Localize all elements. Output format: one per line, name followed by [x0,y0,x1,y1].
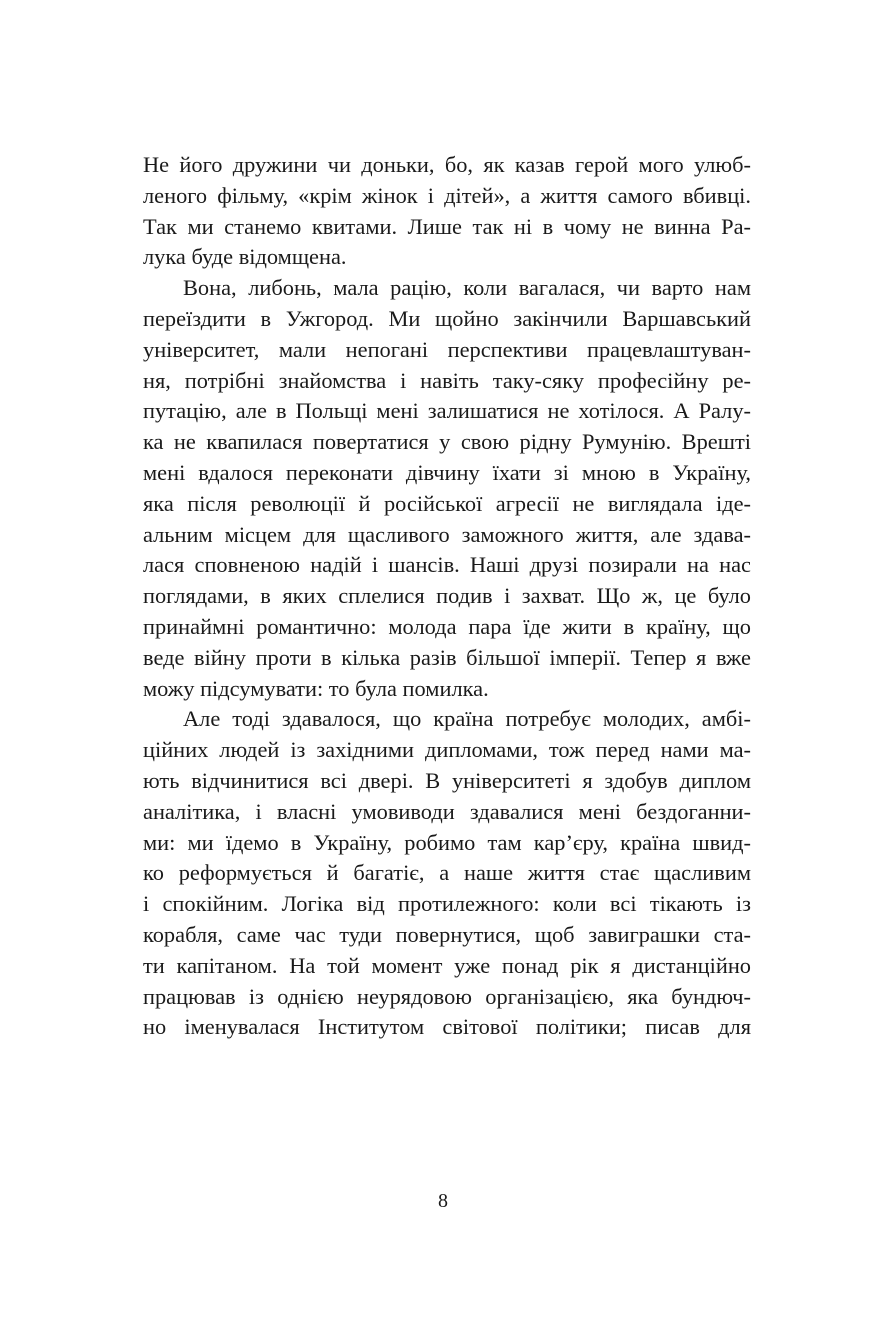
text-line: альним місцем для щасливого заможного життя, але здава- [143,521,751,547]
text-line: ми: ми їдемо в Україну, робимо там кар’єру, країна швид- [143,829,751,855]
text-line: ційних людей із західними дипломами, тож перед нами ма- [143,737,751,763]
text-line: ти капітаном. На той момент уже понад рік я дистанційно [143,952,751,978]
text-line: Так ми станемо квитами. Лише так ні в чому не винна Ра- [143,213,751,239]
text-line: аналітика, і власні умовиводи здавалися мені бездоганни- [143,798,751,824]
text-line: ня, потрібні знайомства і навіть таку-сяку професійну ре- [143,367,751,393]
text-line: леного фільму, «крім жінок і дітей», а життя самого вбивці. [143,182,751,208]
text-line: переїздити в Ужгород. Ми щойно закінчили Варшавський [143,305,751,331]
text-line: Не його дружини чи доньки, бо, як казав герой мого улюб- [143,152,751,177]
text-line: працював із однією неурядовою організацією, яка бундюч- [143,983,751,1009]
text-line: Вона, либонь, мала рацію, коли вагалася, чи варто нам [183,275,751,301]
body-text [143,150,751,1043]
text-line: поглядами, в яких сплелися подив і захват. Що ж, це було [143,583,751,609]
page-number: 8 [438,1190,448,1212]
text-line: ють відчинитися всі двері. В університеті я здобув диплом [143,767,751,793]
text-line: Але тоді здавалося, що країна потребує молодих, амбі- [183,706,751,732]
text-line: лася сповненою надій і шансів. Наші друзі позирали на нас [143,552,751,578]
paragraph [143,704,751,1043]
paragraph [143,150,751,273]
text-line: веде війну проти в кілька разів більшої імперії. Тепер я вже [143,644,751,670]
text-line: корабля, саме час туди повернутися, щоб завиграшки ста- [143,921,751,947]
text-line: лука буде відомщена. [143,244,347,270]
text-line: но іменувалася Інститутом світової політики; писав для [143,1014,751,1040]
paragraph [143,273,751,704]
text-line: яка після революції й російської агресії не виглядала іде- [143,490,751,516]
text-line: і спокійним. Логіка від протилежного: коли всі тікають із [143,891,751,917]
text-line: ко реформується й багатіє, а наше життя стає щасливим [143,860,751,886]
text-line: університет, мали непогані перспективи працевлаштуван- [143,336,751,362]
text-line: путацію, але в Польщі мені залишатися не хотілося. А Ралу- [143,398,751,424]
text-line: можу підсумувати: то була помилка. [143,675,489,701]
text-line: ка не квапилася повертатися у свою рідну Румунію. Врешті [143,429,751,455]
text-line: принаймні романтично: молода пара їде жити в країну, що [143,613,751,639]
text-line: мені вдалося переконати дівчину їхати зі мною в Україну, [143,459,751,485]
